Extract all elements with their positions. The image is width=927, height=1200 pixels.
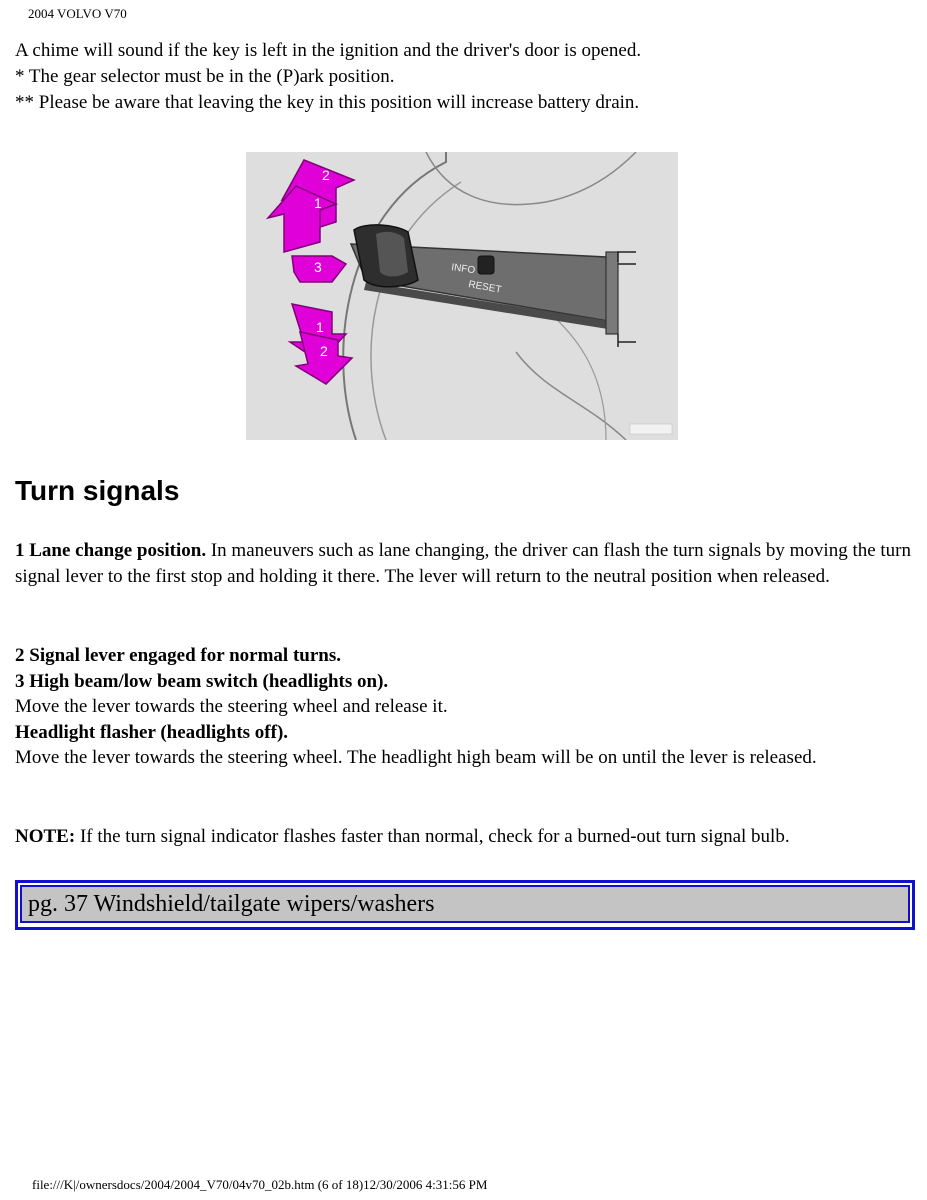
turn-signal-lever-illustration [246,152,678,440]
flasher-text: Move the lever towards the steering wheel. The headlight high beam will be on until the lever is released. [15,747,817,768]
item2-title: 2 Signal lever engaged for normal turns. [15,645,341,666]
lever-info-label: INFO [450,262,476,277]
note-label: NOTE: [15,826,76,847]
item3-text: Move the lever towards the steering wheel and release it. [15,696,448,717]
arrow-down-label-2: 2 [320,343,328,359]
flasher-title: Headlight flasher (headlights off). [15,721,289,743]
arrow-mid-label: 3 [314,259,322,275]
lever-reset-label: RESET [467,279,503,296]
next-page-link[interactable]: pg. 37 Windshield/tailgate wipers/washers [20,885,910,923]
item1-text: In maneuvers such as lane changing, the driver can flash the turn signals by moving the turn signal lever to the first stop and holding it there. The lever will return to the neutral position when released. [15,540,912,587]
intro-text [15,38,915,116]
intro-line: A chime will sound if the key is left in the ignition and the driver's door is opened. [15,40,642,61]
arrow-up-label-2: 2 [322,167,330,183]
lane-change-paragraph [15,538,915,589]
page-header: 2004 VOLVO V70 [28,6,127,21]
signal-details [15,643,915,771]
next-page-link-box[interactable] [15,880,915,930]
note-paragraph [15,824,915,850]
arrow-up-label-1: 1 [314,195,322,211]
item1-title: 1 Lane change position. [15,540,207,561]
section-heading: Turn signals [15,475,180,506]
intro-line: * The gear selector must be in the (P)ark position. [15,66,395,87]
item3-title: 3 High beam/low beam switch (headlights on). [15,670,389,692]
page-footer: file:///K|/ownersdocs/2004/2004_V70/04v70_02b.htm (6 of 18)12/30/2006 4:31:56 PM [32,1177,488,1192]
intro-line: ** Please be aware that leaving the key in this position will increase battery drain. [15,92,640,113]
arrow-down-label-1: 1 [316,319,324,335]
note-text: If the turn signal indicator flashes faster than normal, check for a burned-out turn signal bulb. [75,826,790,847]
